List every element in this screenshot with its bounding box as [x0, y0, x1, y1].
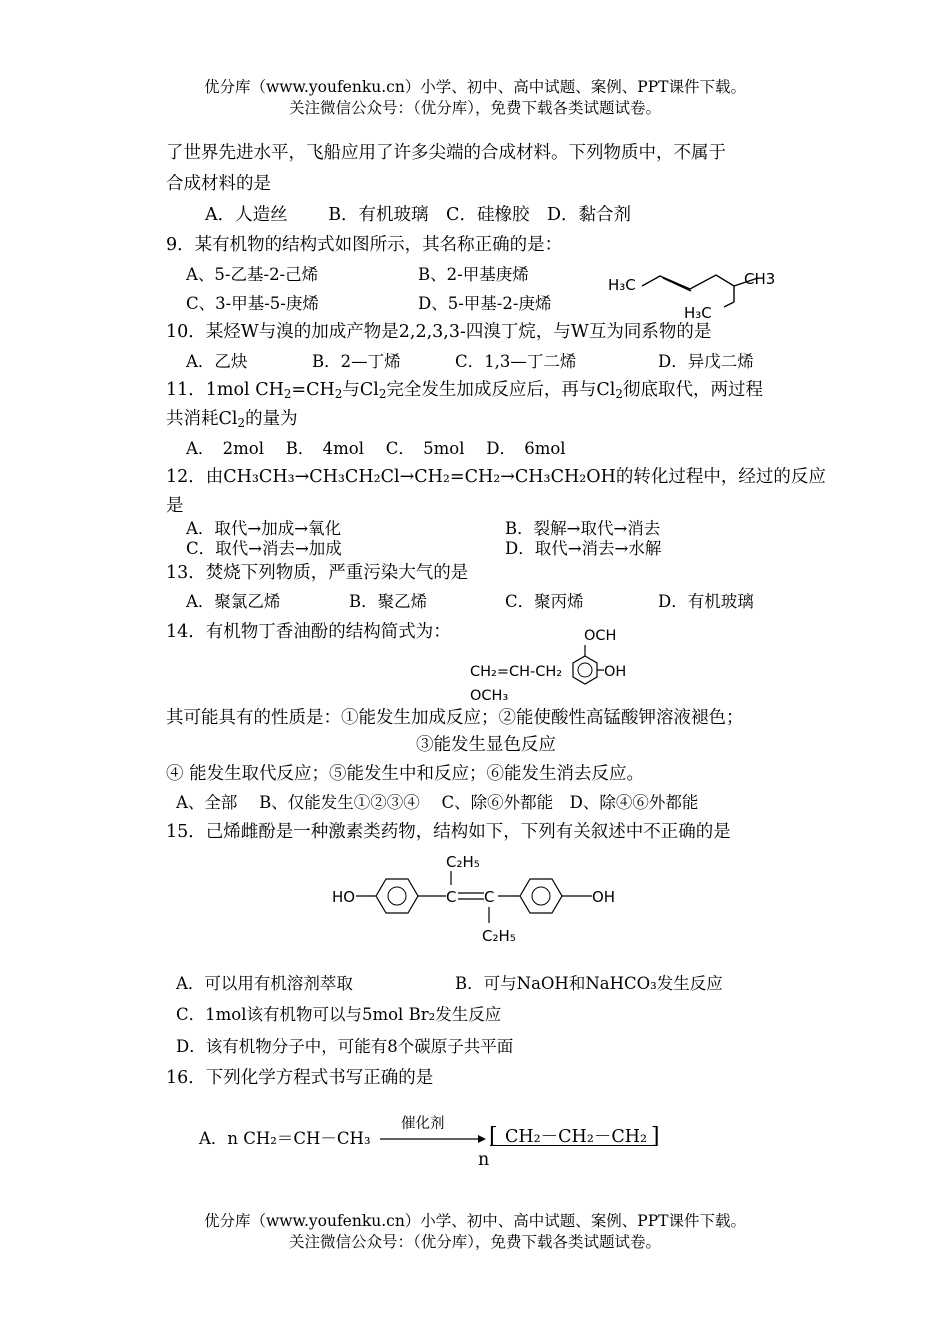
- q9-option-b: B、2-甲基庚烯: [418, 265, 529, 284]
- q13-option-b: B．聚乙烯: [349, 592, 428, 611]
- q14-properties-line-1: 其可能具有的性质是：①能发生加成反应；②能使酸性高锰酸钾溶液褪色；: [166, 708, 744, 728]
- q15-structure-figure: [330, 845, 630, 950]
- q16-bracket-left: [: [489, 1124, 498, 1149]
- q10-option-b: B．2—丁烯: [312, 352, 401, 371]
- q10-stem: 10．某烃W与溴的加成产物是2,2,3,3-四溴丁烷，与W互为同系物的是: [166, 322, 712, 342]
- q16-polymer-n: n: [478, 1150, 490, 1170]
- q13-option-a: A．聚氯乙烯: [186, 592, 281, 611]
- q16-bracket-right: ]: [651, 1124, 660, 1149]
- q14-structure-figure: [468, 624, 638, 706]
- q12-option-c: C．取代→消去→加成: [186, 539, 342, 558]
- q15-ho: HO: [332, 888, 356, 906]
- q14-options: A、全部 B、仅能发生①②③④ C、除⑥外都能 D、除④⑥外都能: [176, 793, 699, 812]
- q9-structure-figure: [604, 260, 794, 322]
- q10-option-d: D．异戊二烯: [658, 352, 754, 371]
- q14-och-top: OCH: [584, 628, 617, 644]
- q10-option-c: C．1,3—丁二烯: [455, 352, 577, 371]
- q9-option-c: C、3-甲基-5-庚烯: [186, 294, 319, 313]
- q12-option-d: D．取代→消去→水解: [505, 539, 662, 558]
- q16-reaction-arrow: [378, 1133, 488, 1145]
- q11-options: A． 2mol B． 4mol C． 5mol D． 6mol: [186, 439, 566, 458]
- q9-h3c-left: H₃C: [608, 276, 636, 294]
- q15-stem: 15．己烯雌酚是一种激素类药物，结构如下，下列有关叙述中不正确的是: [166, 822, 731, 842]
- q15-oh: OH: [592, 888, 616, 906]
- q13-stem: 13．焚烧下列物质，严重污染大气的是: [166, 563, 469, 583]
- q16-option-a-reactant: A．n CH₂＝CH－CH₃: [199, 1129, 371, 1148]
- q14-stem: 14．有机物丁香油酚的结构简式为：: [166, 622, 451, 642]
- q13-option-c: C．聚丙烯: [505, 592, 584, 611]
- q9-option-a: A、5-乙基-2-己烯: [186, 265, 319, 284]
- q12-option-b: B．裂解→取代→消去: [505, 519, 661, 538]
- q9-option-d: D、5-甲基-2-庚烯: [418, 294, 552, 313]
- q15-option-d: D．该有机物分子中，可能有8个碳原子共平面: [176, 1037, 514, 1056]
- q14-properties-line-2: ③能发生显色反应: [416, 735, 556, 755]
- q8-continuation-2: 合成材料的是: [166, 174, 271, 194]
- q15-option-c: C．1mol该有机物可以与5mol Br₂发生反应: [176, 1005, 502, 1024]
- q9-stem: 9．某有机物的结构式如图所示，其名称正确的是：: [166, 235, 563, 255]
- q14-properties-line-3: ④ 能发生取代反应；⑤能发生中和反应；⑥能发生消去反应。: [166, 764, 645, 784]
- footer-line-1: 优分库（www.youfenku.cn）小学、初中、高中试题、案例、PPT课件下载。: [203, 1212, 747, 1230]
- q14-allyl-chain: CH₂=CH-CH₂: [470, 664, 563, 680]
- q16-stem: 16．下列化学方程式书写正确的是: [166, 1068, 434, 1088]
- q12-stem: 12．由CH₃CH₃→CH₃CH₂Cl→CH₂=CH₂→CH₃CH₂OH的转化过程中，经过的反应: [166, 467, 826, 487]
- q14-och3: OCH₃: [470, 688, 509, 704]
- q15-c-right: C: [484, 888, 495, 906]
- q11-stem-line-2: 共消耗$Cl_2$的量为: [166, 409, 298, 430]
- q11-stem: 11．1mol $CH_2=CH_2$与$Cl_2$完全发生加成反应后，再与$Cl_2$彻底取代，两过程: [166, 380, 763, 401]
- q8-options: A．人造丝 B．有机玻璃 C．硅橡胶 D．黏合剂: [205, 205, 631, 225]
- q10-option-a: A．乙炔: [186, 352, 248, 371]
- footer-line-2: 关注微信公众号：（优分库），免费下载各类试题试卷。: [288, 1233, 661, 1251]
- q8-continuation-1: 了世界先进水平，飞船应用了许多尖端的合成材料。下列物质中，不属于: [166, 143, 726, 163]
- q15-ethyl-bottom: C₂H₅: [482, 927, 516, 945]
- q15-option-a: A．可以用有机溶剂萃取: [176, 974, 353, 993]
- q12-option-a: A．取代→加成→氧化: [186, 519, 342, 538]
- q16-catalyst-label: 催化剂: [401, 1116, 445, 1132]
- q12-stem-line-2: 是: [166, 496, 184, 516]
- q14-oh: OH: [604, 664, 627, 680]
- q13-option-d: D．有机玻璃: [658, 592, 754, 611]
- header-line-2: 关注微信公众号：（优分库），免费下载各类试题试卷。: [288, 99, 661, 117]
- q9-ch3-right: CH3: [744, 270, 776, 288]
- q15-c-left: C: [446, 888, 457, 906]
- q16-polymer-underline: [490, 1145, 654, 1146]
- header-line-1: 优分库（www.youfenku.cn）小学、初中、高中试题、案例、PPT课件下载。: [203, 78, 747, 96]
- q9-h3c-bottom: H₃C: [684, 304, 712, 322]
- q15-ethyl-top: C₂H₅: [446, 853, 480, 871]
- q15-option-b: B．可与NaOH和NaHCO₃发生反应: [455, 974, 723, 993]
- q16-product: CH₂－CH₂－CH₂: [505, 1127, 647, 1147]
